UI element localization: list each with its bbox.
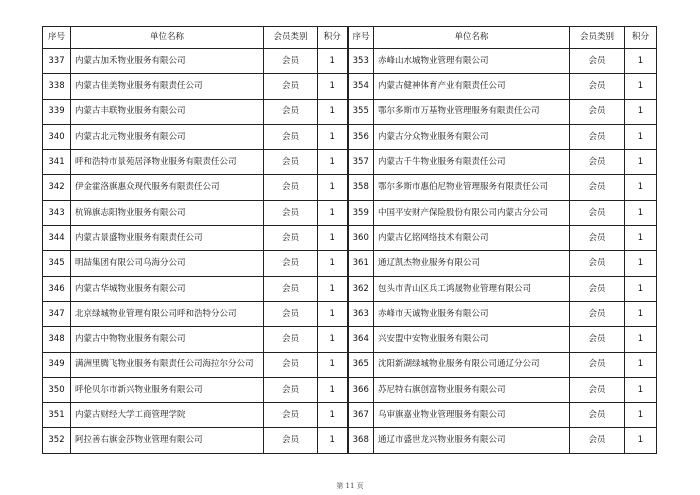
cell-unit-name: 内蒙古景盛物业服务有限责任公司	[71, 226, 264, 251]
cell-no: 351	[43, 403, 71, 428]
cell-member-type: 会员	[570, 124, 625, 149]
cell-score: 1	[625, 327, 657, 352]
cell-no: 356	[348, 124, 374, 149]
cell-member-type: 会员	[264, 403, 318, 428]
cell-score: 1	[318, 49, 348, 74]
cell-score: 1	[318, 74, 348, 99]
table-row	[43, 327, 657, 352]
member-table	[42, 26, 657, 454]
cell-score: 1	[318, 150, 348, 175]
cell-no: 350	[43, 377, 71, 402]
cell-no: 352	[43, 428, 71, 453]
table-row	[43, 200, 657, 225]
cell-score: 1	[625, 428, 657, 453]
cell-unit-name: 内蒙古佳美物业服务有限责任公司	[71, 74, 264, 99]
cell-score: 1	[625, 377, 657, 402]
cell-score: 1	[625, 403, 657, 428]
cell-no: 345	[43, 251, 71, 276]
cell-score: 1	[318, 276, 348, 301]
header-type-right: 会员类别	[570, 27, 625, 49]
cell-member-type: 会员	[264, 99, 318, 124]
table-row	[43, 251, 657, 276]
header-score-right: 积分	[625, 27, 657, 49]
cell-no: 360	[348, 226, 374, 251]
cell-no: 347	[43, 301, 71, 326]
cell-unit-name: 呼伦贝尔市新兴物业服务有限公司	[71, 377, 264, 402]
cell-unit-name: 鄂尔多斯市惠伯尼物业管理服务有限责任公司	[374, 175, 570, 200]
cell-member-type: 会员	[264, 251, 318, 276]
cell-no: 364	[348, 327, 374, 352]
cell-unit-name: 内蒙古丰联物业服务有限公司	[71, 99, 264, 124]
cell-score: 1	[625, 251, 657, 276]
table-row	[43, 403, 657, 428]
cell-no: 359	[348, 200, 374, 225]
cell-unit-name: 苏尼特右旗创富物业服务有限公司	[374, 377, 570, 402]
cell-member-type: 会员	[570, 150, 625, 175]
cell-score: 1	[318, 124, 348, 149]
cell-score: 1	[625, 200, 657, 225]
cell-score: 1	[318, 175, 348, 200]
cell-no: 355	[348, 99, 374, 124]
header-type-left: 会员类别	[264, 27, 318, 49]
cell-unit-name: 杭锦旗志阳物业服务有限公司	[71, 200, 264, 225]
cell-unit-name: 内蒙古健神体育产业有限责任公司	[374, 74, 570, 99]
page-number: 第 11 页	[336, 482, 364, 490]
cell-no: 341	[43, 150, 71, 175]
cell-no: 337	[43, 49, 71, 74]
cell-member-type: 会员	[570, 428, 625, 453]
cell-no: 338	[43, 74, 71, 99]
cell-score: 1	[625, 150, 657, 175]
table-row	[43, 301, 657, 326]
table-row	[43, 74, 657, 99]
cell-member-type: 会员	[570, 175, 625, 200]
cell-no: 340	[43, 124, 71, 149]
cell-member-type: 会员	[570, 226, 625, 251]
table-row	[43, 352, 657, 377]
cell-score: 1	[625, 74, 657, 99]
cell-no: 354	[348, 74, 374, 99]
cell-member-type: 会员	[264, 377, 318, 402]
cell-score: 1	[318, 403, 348, 428]
cell-score: 1	[625, 226, 657, 251]
cell-member-type: 会员	[264, 200, 318, 225]
cell-score: 1	[318, 327, 348, 352]
cell-unit-name: 伊金霍洛旗惠众现代服务有限责任公司	[71, 175, 264, 200]
table-row	[43, 175, 657, 200]
cell-no: 363	[348, 301, 374, 326]
header-name-left: 单位名称	[71, 27, 264, 49]
header-no-left: 序号	[43, 27, 71, 49]
cell-unit-name: 内蒙古千牛物业服务有限责任公司	[374, 150, 570, 175]
cell-no: 357	[348, 150, 374, 175]
cell-no: 367	[348, 403, 374, 428]
cell-unit-name: 鄂尔多斯市万基物业管理服务有限责任公司	[374, 99, 570, 124]
cell-no: 358	[348, 175, 374, 200]
table-row	[43, 276, 657, 301]
cell-member-type: 会员	[570, 403, 625, 428]
cell-score: 1	[318, 99, 348, 124]
cell-score: 1	[318, 226, 348, 251]
cell-unit-name: 内蒙古财经大学工商管理学院	[71, 403, 264, 428]
cell-unit-name: 内蒙古中物物业服务有限公司	[71, 327, 264, 352]
cell-member-type: 会员	[570, 276, 625, 301]
cell-score: 1	[318, 352, 348, 377]
cell-unit-name: 内蒙古分众物业服务有限公司	[374, 124, 570, 149]
cell-score: 1	[625, 99, 657, 124]
cell-no: 344	[43, 226, 71, 251]
cell-unit-name: 中国平安财产保险股份有限公司内蒙古分公司	[374, 200, 570, 225]
cell-unit-name: 乌审旗嘉业物业管理服务有限公司	[374, 403, 570, 428]
cell-unit-name: 内蒙古北元物业服务有限公司	[71, 124, 264, 149]
cell-score: 1	[318, 301, 348, 326]
cell-unit-name: 满洲里腾飞物业服务有限责任公司海拉尔分公司	[71, 352, 264, 377]
cell-member-type: 会员	[570, 251, 625, 276]
cell-unit-name: 赤峰山水城物业管理有限公司	[374, 49, 570, 74]
cell-no: 343	[43, 200, 71, 225]
cell-no: 339	[43, 99, 71, 124]
table-row	[43, 428, 657, 453]
cell-score: 1	[318, 377, 348, 402]
cell-member-type: 会员	[264, 226, 318, 251]
header-no-right: 序号	[348, 27, 374, 49]
cell-member-type: 会员	[264, 428, 318, 453]
cell-member-type: 会员	[570, 200, 625, 225]
cell-unit-name: 沈阳新湖绿城物业服务有限公司通辽分公司	[374, 352, 570, 377]
cell-score: 1	[625, 49, 657, 74]
cell-unit-name: 内蒙古亿铭网络技术有限公司	[374, 226, 570, 251]
cell-member-type: 会员	[570, 327, 625, 352]
cell-unit-name: 赤峰市天诚物业服务有限公司	[374, 301, 570, 326]
cell-member-type: 会员	[264, 175, 318, 200]
cell-member-type: 会员	[264, 150, 318, 175]
cell-no: 342	[43, 175, 71, 200]
header-name-right: 单位名称	[374, 27, 570, 49]
cell-unit-name: 内蒙古华城物业服务有限公司	[71, 276, 264, 301]
cell-no: 353	[348, 49, 374, 74]
table-row	[43, 124, 657, 149]
cell-unit-name: 阿拉善右旗金莎物业管理有限公司	[71, 428, 264, 453]
cell-unit-name: 兴安盟中安物业服务有限公司	[374, 327, 570, 352]
table-row	[43, 49, 657, 74]
cell-unit-name: 包头市青山区兵工鸿晟物业管理有限公司	[374, 276, 570, 301]
table-row	[43, 377, 657, 402]
table-row	[43, 150, 657, 175]
header-score-left: 积分	[318, 27, 348, 49]
cell-member-type: 会员	[264, 301, 318, 326]
cell-unit-name: 北京绿城物业管理有限公司呼和浩特分公司	[71, 301, 264, 326]
cell-no: 362	[348, 276, 374, 301]
cell-no: 366	[348, 377, 374, 402]
cell-score: 1	[318, 428, 348, 453]
cell-member-type: 会员	[264, 276, 318, 301]
cell-member-type: 会员	[570, 74, 625, 99]
cell-unit-name: 内蒙古加禾物业服务有限公司	[71, 49, 264, 74]
cell-member-type: 会员	[264, 49, 318, 74]
cell-unit-name: 呼和浩特市景苑居泽物业服务有限责任公司	[71, 150, 264, 175]
cell-member-type: 会员	[264, 124, 318, 149]
header-row	[43, 27, 657, 49]
cell-member-type: 会员	[570, 49, 625, 74]
cell-member-type: 会员	[570, 352, 625, 377]
cell-member-type: 会员	[570, 377, 625, 402]
cell-no: 361	[348, 251, 374, 276]
cell-member-type: 会员	[570, 301, 625, 326]
cell-no: 368	[348, 428, 374, 453]
cell-member-type: 会员	[264, 327, 318, 352]
cell-unit-name: 通辽市盛世龙兴物业服务有限公司	[374, 428, 570, 453]
cell-unit-name: 通辽凯杰物业服务有限公司	[374, 251, 570, 276]
cell-member-type: 会员	[570, 99, 625, 124]
table-row	[43, 99, 657, 124]
cell-no: 348	[43, 327, 71, 352]
table-row	[43, 226, 657, 251]
cell-score: 1	[625, 175, 657, 200]
cell-score: 1	[318, 251, 348, 276]
cell-score: 1	[318, 200, 348, 225]
cell-member-type: 会员	[264, 352, 318, 377]
cell-score: 1	[625, 301, 657, 326]
cell-score: 1	[625, 276, 657, 301]
cell-score: 1	[625, 352, 657, 377]
cell-member-type: 会员	[264, 74, 318, 99]
cell-unit-name: 明喆集团有限公司乌海分公司	[71, 251, 264, 276]
cell-no: 346	[43, 276, 71, 301]
cell-score: 1	[625, 124, 657, 149]
cell-no: 349	[43, 352, 71, 377]
cell-no: 365	[348, 352, 374, 377]
